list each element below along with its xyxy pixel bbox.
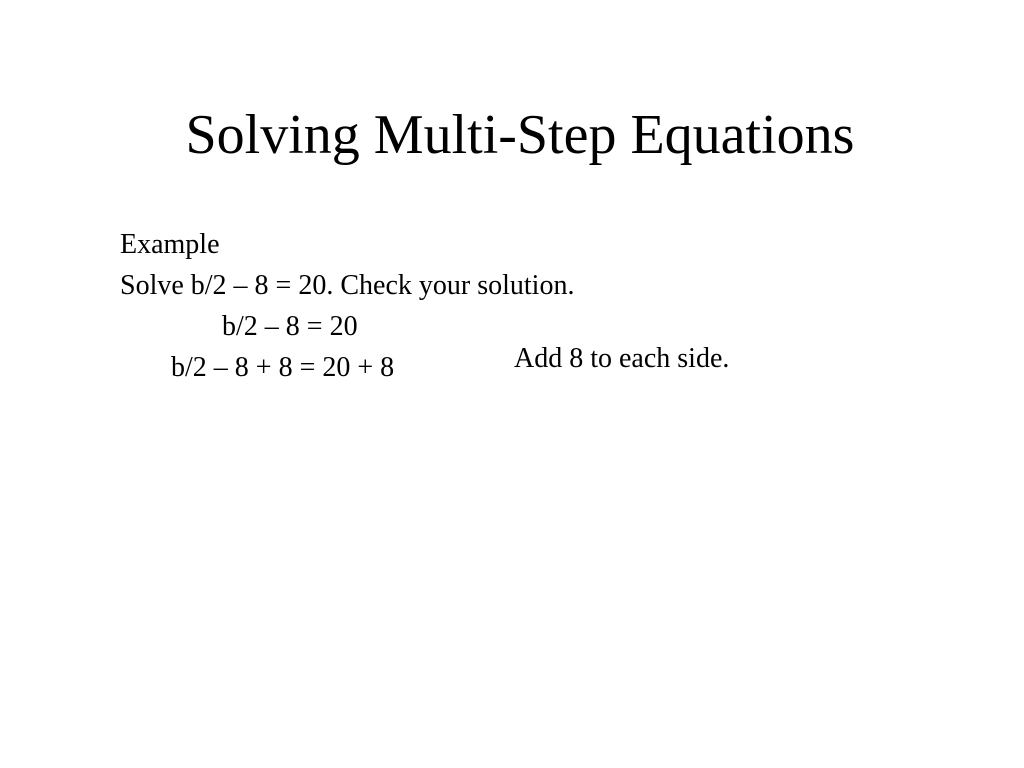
equation-step-1: b/2 – 8 = 20 — [222, 311, 358, 342]
slide-title: Solving Multi-Step Equations — [185, 104, 855, 166]
equation-step-2: b/2 – 8 + 8 = 20 + 8 — [171, 352, 395, 383]
example-label: Example — [120, 229, 220, 260]
step-annotation: Add 8 to each side. — [514, 343, 730, 374]
problem-statement: Solve b/2 – 8 = 20. Check your solution. — [120, 270, 575, 301]
